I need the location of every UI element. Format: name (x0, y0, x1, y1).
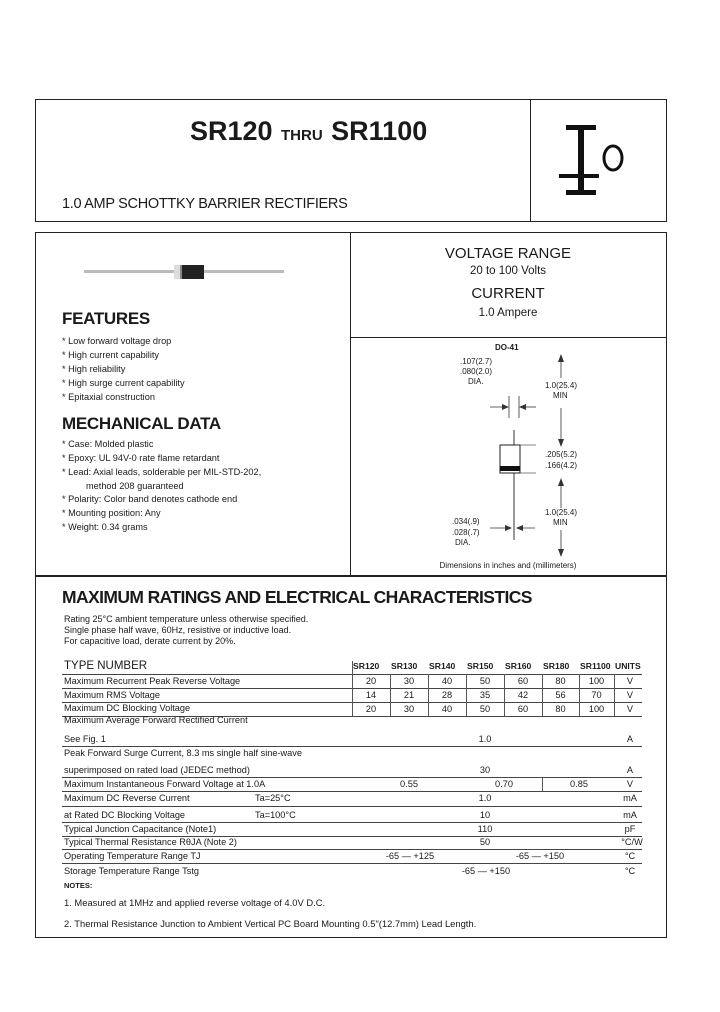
column-header: SR180 (543, 661, 570, 671)
column-header: SR150 (467, 661, 494, 671)
row-sublabel: superimposed on rated load (JEDEC method) (64, 765, 250, 775)
mechanical-item: * Mounting position: Any (62, 508, 161, 518)
part-range-title (190, 116, 427, 147)
lead-len-bottom-min: MIN (553, 518, 568, 527)
table-cell: 1.0 (478, 734, 492, 744)
table-cell: °C (624, 866, 636, 876)
table-cell: 50 (479, 837, 491, 847)
type-number-label: TYPE NUMBER (64, 660, 148, 672)
ratings-divider (350, 337, 666, 338)
row-label: Maximum RMS Voltage (64, 690, 160, 700)
table-rule (62, 791, 642, 792)
table-cell: 70 (591, 690, 602, 700)
lead-len-top: 1.0(25.4) (545, 381, 578, 390)
table-rule (62, 806, 642, 807)
table-rule (62, 863, 642, 864)
package-name: DO-41 (495, 343, 519, 352)
lead-dia-label: DIA. (468, 377, 484, 386)
rating-condition: Rating 25°C ambient temperature unless otherwise specified. (64, 614, 309, 624)
voltage-range-heading: VOLTAGE RANGE (444, 245, 572, 262)
feature-item: * High reliability (62, 364, 126, 374)
max-ratings-heading: MAXIMUM RATINGS AND ELECTRICAL CHARACTERISTICS (62, 587, 532, 607)
row-label: Maximum DC Blocking Voltage (64, 703, 191, 713)
rating-condition: For capacitive load, derate current by 20%. (64, 636, 236, 646)
current-value: 1.0 Ampere (478, 307, 538, 319)
subtitle: 1.0 AMP SCHOTTKY BARRIER RECTIFIERS (62, 196, 348, 212)
voltage-range-value: 20 to 100 Volts (469, 265, 547, 277)
feature-item: * High current capability (62, 350, 160, 360)
lead-len-bottom: 1.0(25.4) (545, 508, 578, 517)
table-cell: -65 — +150 (515, 851, 565, 861)
wire-dia-top: .034(.9) (452, 517, 480, 526)
table-cell: 100 (588, 704, 605, 714)
column-header: SR160 (505, 661, 532, 671)
note-item: 2. Thermal Resistance Junction to Ambient Vertical PC Board Mounting 0.5"(12.7mm) Lead Length. (64, 918, 477, 929)
row-label: Peak Forward Surge Current, 8.3 ms single half sine-wave (64, 748, 302, 758)
notes-heading: NOTES: (64, 881, 93, 890)
body-len-top: .205(5.2) (545, 450, 578, 459)
part-end: SR1100 (331, 116, 428, 146)
current-heading: CURRENT (471, 285, 545, 302)
part-start: SR120 (190, 116, 273, 146)
dimensions-note: Dimensions in inches and (millimeters) (439, 561, 577, 570)
column-header: SR140 (429, 661, 456, 671)
table-rule (62, 849, 642, 850)
features-heading: FEATURES (62, 309, 150, 328)
wire-dia-bottom: .028(.7) (452, 528, 480, 537)
table-cell: 10 (479, 810, 491, 820)
thru-label: THRU (281, 127, 323, 144)
table-cell: 21 (403, 690, 415, 700)
table-cell: pF (624, 824, 636, 834)
mechanical-item: * Epoxy: UL 94V-0 rate flame retardant (62, 453, 220, 463)
row-label: Operating Temperature Range TJ (64, 851, 201, 861)
mechanical-item: * Case: Molded plastic (62, 439, 154, 449)
row-label: Maximum Recurrent Peak Reverse Voltage (64, 676, 241, 686)
feature-item: * Epitaxial construction (62, 392, 155, 402)
row-sublabel: at Rated DC Blocking Voltage (64, 810, 186, 820)
ir-condition-25: Ta=25°C (255, 793, 291, 803)
feature-item: * Low forward voltage drop (62, 336, 172, 346)
table-rule (62, 746, 642, 747)
table-cell: -65 — +125 (385, 851, 435, 861)
wire-dia-label: DIA. (455, 538, 471, 547)
mechanical-item: method 208 guaranteed (86, 481, 184, 491)
table-cell: °C (624, 851, 636, 861)
note-item: 1. Measured at 1MHz and applied reverse voltage of 4.0V D.C. (64, 897, 326, 908)
table-cell: 30 (479, 765, 491, 775)
row-label: Maximum DC Reverse Current (64, 793, 190, 803)
mechanical-item: * Polarity: Color band denotes cathode end (62, 494, 238, 504)
diode-image (84, 262, 284, 282)
table-cell: 14 (365, 690, 377, 700)
table-cell: A (626, 734, 634, 744)
table-cell: V (626, 690, 634, 700)
feature-item: * High surge current capability (62, 378, 185, 388)
table-cell: 20 (365, 676, 377, 686)
table-cell: 1.0 (478, 793, 492, 803)
column-header: SR130 (391, 661, 418, 671)
table-cell: mA (623, 810, 637, 820)
table-cell: mA (623, 793, 637, 803)
table-cell: 80 (555, 676, 566, 686)
table-rule (62, 822, 642, 823)
mechanical-heading: MECHANICAL DATA (62, 414, 221, 433)
vf-separator (542, 777, 543, 791)
table-cell: 0.70 (495, 779, 513, 789)
table-cell: 80 (555, 704, 566, 714)
table-cell: -65 — +150 (461, 866, 511, 876)
table-cell: 40 (441, 676, 453, 686)
mechanical-item: * Weight: 0.34 grams (62, 522, 148, 532)
column-header: UNITS (615, 661, 641, 671)
table-cell: °C/W (621, 837, 643, 847)
table-cell: 30 (403, 676, 415, 686)
row-sublabel: See Fig. 1 (64, 734, 106, 744)
table-cell: 35 (479, 690, 491, 700)
table-cell: A (626, 765, 634, 775)
table-cell: 28 (441, 690, 453, 700)
table-rule (62, 777, 642, 778)
rating-condition: Single phase half wave, 60Hz, resistive or inductive load. (64, 625, 292, 635)
middle-divider (350, 232, 351, 575)
row-label: Typical Thermal Resistance RθJA (Note 2) (64, 837, 237, 847)
table-cell: 50 (479, 676, 491, 686)
table-cell: V (626, 704, 634, 714)
row-label: Typical Junction Capacitance (Note1) (64, 824, 217, 834)
table-cell: 20 (365, 704, 377, 714)
table-cell: V (626, 676, 634, 686)
table-cell: 40 (441, 704, 453, 714)
column-header: SR1100 (580, 661, 611, 671)
table-cell: 0.85 (570, 779, 588, 789)
ir-condition-100: Ta=100°C (255, 810, 296, 820)
table-cell: V (626, 779, 634, 789)
table-cell: 0.55 (400, 779, 418, 789)
table-cell: 30 (403, 704, 415, 714)
row-label: Maximum Instantaneous Forward Voltage at 1.0A (64, 779, 266, 789)
lead-len-top-min: MIN (553, 391, 568, 400)
table-cell: 42 (517, 690, 529, 700)
lead-dia-top: .107(2.7) (460, 357, 493, 366)
row-label: Maximum Average Forward Rectified Current (64, 715, 248, 725)
header-divider (530, 99, 531, 221)
table-cell: 60 (517, 704, 529, 714)
company-logo (555, 120, 645, 200)
column-header: SR120 (353, 661, 380, 671)
table-cell: 56 (555, 690, 566, 700)
row-label: Storage Temperature Range Tstg (64, 866, 200, 876)
table-cell: 100 (588, 676, 605, 686)
body-len-bottom: .166(4.2) (545, 461, 578, 470)
table-cell: 110 (477, 824, 493, 834)
mechanical-item: * Lead: Axial leads, solderable per MIL-STD-202, (62, 467, 262, 477)
lead-dia-bottom: .080(2.0) (460, 367, 493, 376)
table-cell: 50 (479, 704, 491, 714)
table-cell: 60 (517, 676, 529, 686)
